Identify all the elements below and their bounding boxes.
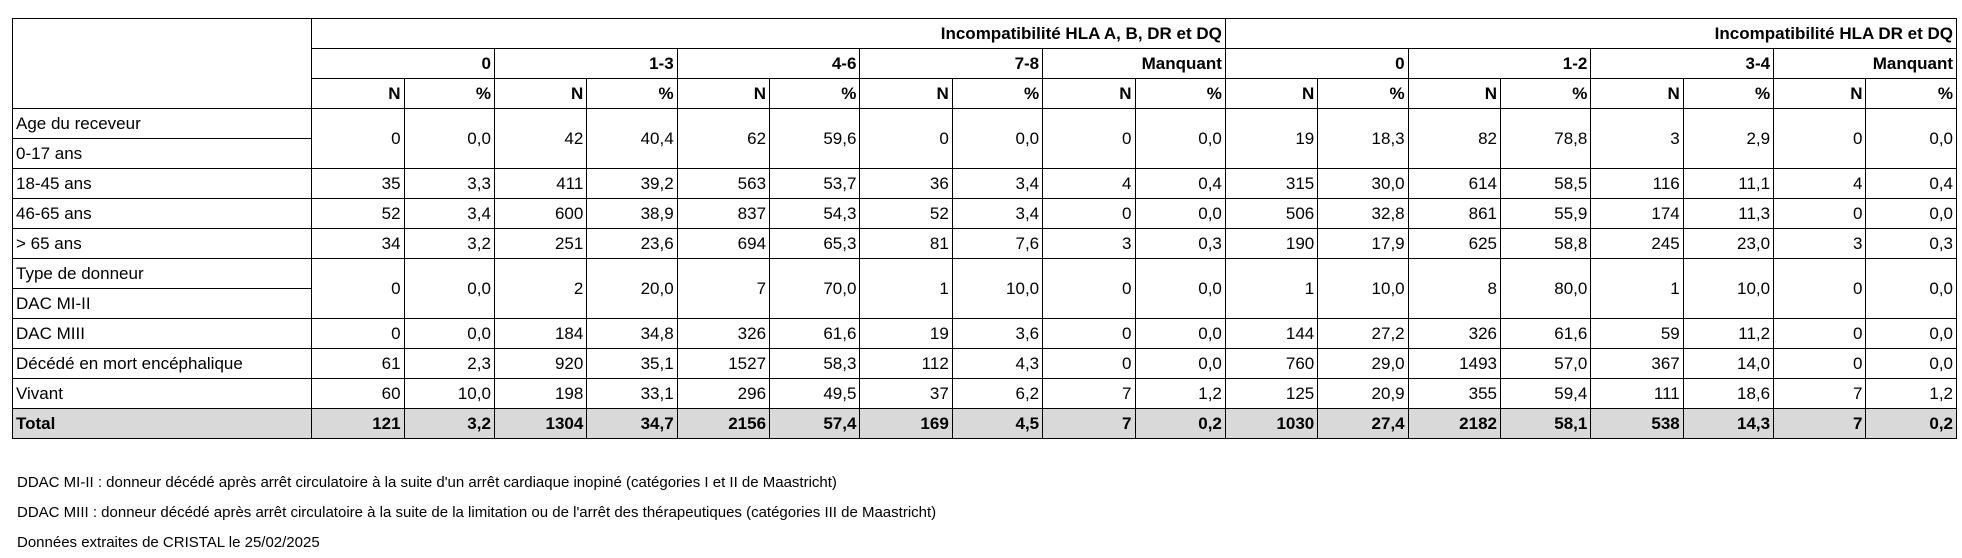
- g2-col-0: 0: [1225, 49, 1408, 79]
- n-header: N: [312, 79, 404, 109]
- table-row: [13, 259, 1957, 319]
- count-cell: 19: [1225, 109, 1317, 169]
- pct-header: %: [952, 79, 1042, 109]
- table-row: [13, 109, 1957, 169]
- percent-cell: 3,2: [404, 229, 494, 259]
- percent-cell: 0,3: [1866, 229, 1957, 259]
- pct-header: %: [770, 79, 860, 109]
- percent-cell: 18,3: [1318, 109, 1408, 169]
- percent-cell: 0,0: [1135, 109, 1225, 169]
- count-cell: 563: [677, 169, 769, 199]
- percent-cell: 0,0: [1135, 319, 1225, 349]
- count-cell: 538: [1591, 409, 1683, 439]
- total-label: Total: [13, 409, 312, 439]
- percent-cell: 0,0: [1866, 259, 1957, 319]
- count-cell: 3: [1043, 229, 1135, 259]
- count-cell: 7: [1043, 409, 1135, 439]
- percent-cell: 27,2: [1318, 319, 1408, 349]
- count-cell: 411: [494, 169, 586, 199]
- count-cell: 7: [1043, 379, 1135, 409]
- row-label: DAC MI-II: [16, 294, 91, 313]
- percent-cell: 78,8: [1501, 109, 1591, 169]
- count-cell: 251: [494, 229, 586, 259]
- count-cell: 0: [1043, 109, 1135, 169]
- count-cell: 34: [312, 229, 404, 259]
- footnote-ddac-mi-ii: DDAC MI-II : donneur décédé après arrêt circulatoire à la suite d'un arrêt cardiaque inopiné (catégories I et II de Maastricht): [17, 474, 837, 491]
- percent-cell: 0,0: [952, 109, 1042, 169]
- count-cell: 0: [312, 259, 404, 319]
- row-label: DAC MIII: [13, 319, 312, 349]
- table-row: [13, 199, 1957, 229]
- count-cell: 36: [860, 169, 952, 199]
- count-cell: 1: [860, 259, 952, 319]
- percent-cell: 20,0: [587, 259, 677, 319]
- count-cell: 190: [1225, 229, 1317, 259]
- percent-cell: 0,0: [1866, 349, 1957, 379]
- row-label: 18-45 ans: [13, 169, 312, 199]
- percent-cell: 30,0: [1318, 169, 1408, 199]
- count-cell: 144: [1225, 319, 1317, 349]
- pct-header: %: [1683, 79, 1773, 109]
- hla-incompatibility-table: [12, 18, 1957, 439]
- percent-cell: 10,0: [1683, 259, 1773, 319]
- percent-cell: 58,3: [770, 349, 860, 379]
- pct-header: %: [1318, 79, 1408, 109]
- percent-cell: 7,6: [952, 229, 1042, 259]
- g2-col-manquant: Manquant: [1774, 49, 1957, 79]
- count-cell: 326: [1408, 319, 1500, 349]
- percent-cell: 1,2: [1135, 379, 1225, 409]
- n-header: N: [1225, 79, 1317, 109]
- row-label: Vivant: [13, 379, 312, 409]
- pct-header: %: [404, 79, 494, 109]
- count-cell: 614: [1408, 169, 1500, 199]
- count-cell: 169: [860, 409, 952, 439]
- n-header: N: [860, 79, 952, 109]
- percent-cell: 3,3: [404, 169, 494, 199]
- count-cell: 0: [312, 319, 404, 349]
- section-label: Type de donneur: [13, 259, 311, 289]
- count-cell: 3: [1591, 109, 1683, 169]
- n-header: N: [677, 79, 769, 109]
- table-body: [13, 109, 1957, 439]
- percent-cell: 0,0: [1135, 259, 1225, 319]
- table-row: [13, 319, 1957, 349]
- percent-cell: 10,0: [1318, 259, 1408, 319]
- g2-col-3-4: 3-4: [1591, 49, 1774, 79]
- percent-cell: 38,9: [587, 199, 677, 229]
- count-cell: 0: [860, 109, 952, 169]
- count-cell: 245: [1591, 229, 1683, 259]
- percent-cell: 4,5: [952, 409, 1042, 439]
- count-cell: 920: [494, 349, 586, 379]
- count-cell: 37: [860, 379, 952, 409]
- percent-cell: 61,6: [1501, 319, 1591, 349]
- section-label: Age du receveur: [13, 109, 311, 139]
- percent-cell: 59,4: [1501, 379, 1591, 409]
- count-cell: 82: [1408, 109, 1500, 169]
- percent-cell: 40,4: [587, 109, 677, 169]
- percent-cell: 0,0: [1866, 319, 1957, 349]
- percent-cell: 14,3: [1683, 409, 1773, 439]
- count-cell: 198: [494, 379, 586, 409]
- count-cell: 0: [1043, 259, 1135, 319]
- percent-cell: 33,1: [587, 379, 677, 409]
- percent-cell: 0,2: [1866, 409, 1957, 439]
- total-row: [13, 409, 1957, 439]
- percent-cell: 58,8: [1501, 229, 1591, 259]
- n-header: N: [1591, 79, 1683, 109]
- count-cell: 0: [1774, 259, 1866, 319]
- count-cell: 1493: [1408, 349, 1500, 379]
- percent-cell: 11,3: [1683, 199, 1773, 229]
- percent-cell: 49,5: [770, 379, 860, 409]
- percent-cell: 0,0: [404, 109, 494, 169]
- percent-cell: 17,9: [1318, 229, 1408, 259]
- count-cell: 0: [1043, 349, 1135, 379]
- count-cell: 4: [1043, 169, 1135, 199]
- percent-cell: 0,0: [1866, 199, 1957, 229]
- percent-cell: 34,8: [587, 319, 677, 349]
- row-label-cell: [13, 109, 312, 169]
- table-row: [13, 169, 1957, 199]
- count-cell: 0: [1774, 199, 1866, 229]
- count-cell: 59: [1591, 319, 1683, 349]
- row-label: 46-65 ans: [13, 199, 312, 229]
- percent-cell: 70,0: [770, 259, 860, 319]
- count-cell: 116: [1591, 169, 1683, 199]
- percent-cell: 3,4: [952, 199, 1042, 229]
- percent-cell: 1,2: [1866, 379, 1957, 409]
- n-header: N: [1043, 79, 1135, 109]
- percent-cell: 23,0: [1683, 229, 1773, 259]
- percent-cell: 53,7: [770, 169, 860, 199]
- percent-cell: 54,3: [770, 199, 860, 229]
- table-row: [13, 349, 1957, 379]
- count-cell: 355: [1408, 379, 1500, 409]
- count-cell: 326: [677, 319, 769, 349]
- percent-cell: 0,0: [1866, 109, 1957, 169]
- percent-cell: 10,0: [952, 259, 1042, 319]
- row-label: > 65 ans: [13, 229, 312, 259]
- g1-col-7-8: 7-8: [860, 49, 1043, 79]
- row-label-cell: [13, 259, 312, 319]
- percent-cell: 59,6: [770, 109, 860, 169]
- count-cell: 2156: [677, 409, 769, 439]
- n-header: N: [1408, 79, 1500, 109]
- pct-header: %: [1135, 79, 1225, 109]
- group1-header: Incompatibilité HLA A, B, DR et DQ: [312, 19, 1226, 49]
- percent-cell: 57,0: [1501, 349, 1591, 379]
- count-cell: 367: [1591, 349, 1683, 379]
- percent-cell: 35,1: [587, 349, 677, 379]
- percent-cell: 6,2: [952, 379, 1042, 409]
- group-header-row: [13, 19, 1957, 49]
- count-cell: 35: [312, 169, 404, 199]
- percent-cell: 0,3: [1135, 229, 1225, 259]
- count-cell: 760: [1225, 349, 1317, 379]
- g1-col-manquant: Manquant: [1043, 49, 1226, 79]
- count-cell: 62: [677, 109, 769, 169]
- percent-cell: 23,6: [587, 229, 677, 259]
- count-cell: 600: [494, 199, 586, 229]
- percent-cell: 39,2: [587, 169, 677, 199]
- count-cell: 4: [1774, 169, 1866, 199]
- count-cell: 19: [860, 319, 952, 349]
- count-cell: 42: [494, 109, 586, 169]
- percent-cell: 61,6: [770, 319, 860, 349]
- percent-cell: 0,2: [1135, 409, 1225, 439]
- percent-cell: 0,0: [404, 259, 494, 319]
- percent-cell: 0,4: [1866, 169, 1957, 199]
- count-cell: 0: [1774, 109, 1866, 169]
- pct-header: %: [1501, 79, 1591, 109]
- footnotes: [17, 468, 936, 558]
- percent-cell: 20,9: [1318, 379, 1408, 409]
- percent-cell: 10,0: [404, 379, 494, 409]
- group2-header: Incompatibilité HLA DR et DQ: [1225, 19, 1956, 49]
- count-cell: 81: [860, 229, 952, 259]
- footnote-source: Données extraites de CRISTAL le 25/02/2025: [17, 534, 320, 551]
- count-cell: 52: [860, 199, 952, 229]
- percent-cell: 11,1: [1683, 169, 1773, 199]
- count-cell: 1304: [494, 409, 586, 439]
- percent-cell: 3,4: [404, 199, 494, 229]
- n-header: N: [1774, 79, 1866, 109]
- data-table-container: [12, 18, 1958, 439]
- count-cell: 3: [1774, 229, 1866, 259]
- percent-cell: 58,1: [1501, 409, 1591, 439]
- g1-col-4-6: 4-6: [677, 49, 860, 79]
- count-cell: 112: [860, 349, 952, 379]
- percent-cell: 2,3: [404, 349, 494, 379]
- count-cell: 125: [1225, 379, 1317, 409]
- pct-header: %: [587, 79, 677, 109]
- row-label-header-blank: [13, 19, 312, 109]
- percent-cell: 18,6: [1683, 379, 1773, 409]
- count-cell: 0: [1043, 199, 1135, 229]
- count-cell: 296: [677, 379, 769, 409]
- percent-cell: 0,0: [1135, 199, 1225, 229]
- count-cell: 315: [1225, 169, 1317, 199]
- table-row: [13, 229, 1957, 259]
- percent-cell: 3,2: [404, 409, 494, 439]
- count-cell: 1030: [1225, 409, 1317, 439]
- count-cell: 8: [1408, 259, 1500, 319]
- table-row: [13, 379, 1957, 409]
- count-cell: 2182: [1408, 409, 1500, 439]
- count-cell: 0: [1774, 349, 1866, 379]
- percent-cell: 3,4: [952, 169, 1042, 199]
- count-cell: 0: [312, 109, 404, 169]
- percent-cell: 29,0: [1318, 349, 1408, 379]
- count-cell: 1: [1225, 259, 1317, 319]
- percent-cell: 58,5: [1501, 169, 1591, 199]
- count-cell: 694: [677, 229, 769, 259]
- count-cell: 111: [1591, 379, 1683, 409]
- count-cell: 0: [1043, 319, 1135, 349]
- count-cell: 837: [677, 199, 769, 229]
- percent-cell: 34,7: [587, 409, 677, 439]
- percent-cell: 32,8: [1318, 199, 1408, 229]
- count-cell: 184: [494, 319, 586, 349]
- percent-cell: 14,0: [1683, 349, 1773, 379]
- g1-col-0: 0: [312, 49, 495, 79]
- count-cell: 7: [1774, 379, 1866, 409]
- g1-col-1-3: 1-3: [494, 49, 677, 79]
- percent-cell: 65,3: [770, 229, 860, 259]
- percent-cell: 0,0: [1135, 349, 1225, 379]
- percent-cell: 2,9: [1683, 109, 1773, 169]
- percent-cell: 11,2: [1683, 319, 1773, 349]
- count-cell: 2: [494, 259, 586, 319]
- pct-header: %: [1866, 79, 1957, 109]
- percent-cell: 80,0: [1501, 259, 1591, 319]
- count-cell: 61: [312, 349, 404, 379]
- count-cell: 121: [312, 409, 404, 439]
- count-cell: 7: [1774, 409, 1866, 439]
- footnote-ddac-miii: DDAC MIII : donneur décédé après arrêt circulatoire à la suite de la limitation ou de l'arrêt des thérapeutiques (catégories III de Maastricht): [17, 504, 937, 521]
- percent-cell: 0,0: [404, 319, 494, 349]
- count-cell: 7: [677, 259, 769, 319]
- row-label: 0-17 ans: [16, 144, 83, 163]
- count-cell: 506: [1225, 199, 1317, 229]
- count-cell: 52: [312, 199, 404, 229]
- percent-cell: 27,4: [1318, 409, 1408, 439]
- count-cell: 625: [1408, 229, 1500, 259]
- percent-cell: 4,3: [952, 349, 1042, 379]
- count-cell: 1527: [677, 349, 769, 379]
- percent-cell: 3,6: [952, 319, 1042, 349]
- row-label: Décédé en mort encéphalique: [13, 349, 312, 379]
- count-cell: 174: [1591, 199, 1683, 229]
- count-cell: 60: [312, 379, 404, 409]
- count-cell: 1: [1591, 259, 1683, 319]
- percent-cell: 57,4: [770, 409, 860, 439]
- percent-cell: 55,9: [1501, 199, 1591, 229]
- n-header: N: [494, 79, 586, 109]
- count-cell: 0: [1774, 319, 1866, 349]
- percent-cell: 0,4: [1135, 169, 1225, 199]
- g2-col-1-2: 1-2: [1408, 49, 1591, 79]
- count-cell: 861: [1408, 199, 1500, 229]
